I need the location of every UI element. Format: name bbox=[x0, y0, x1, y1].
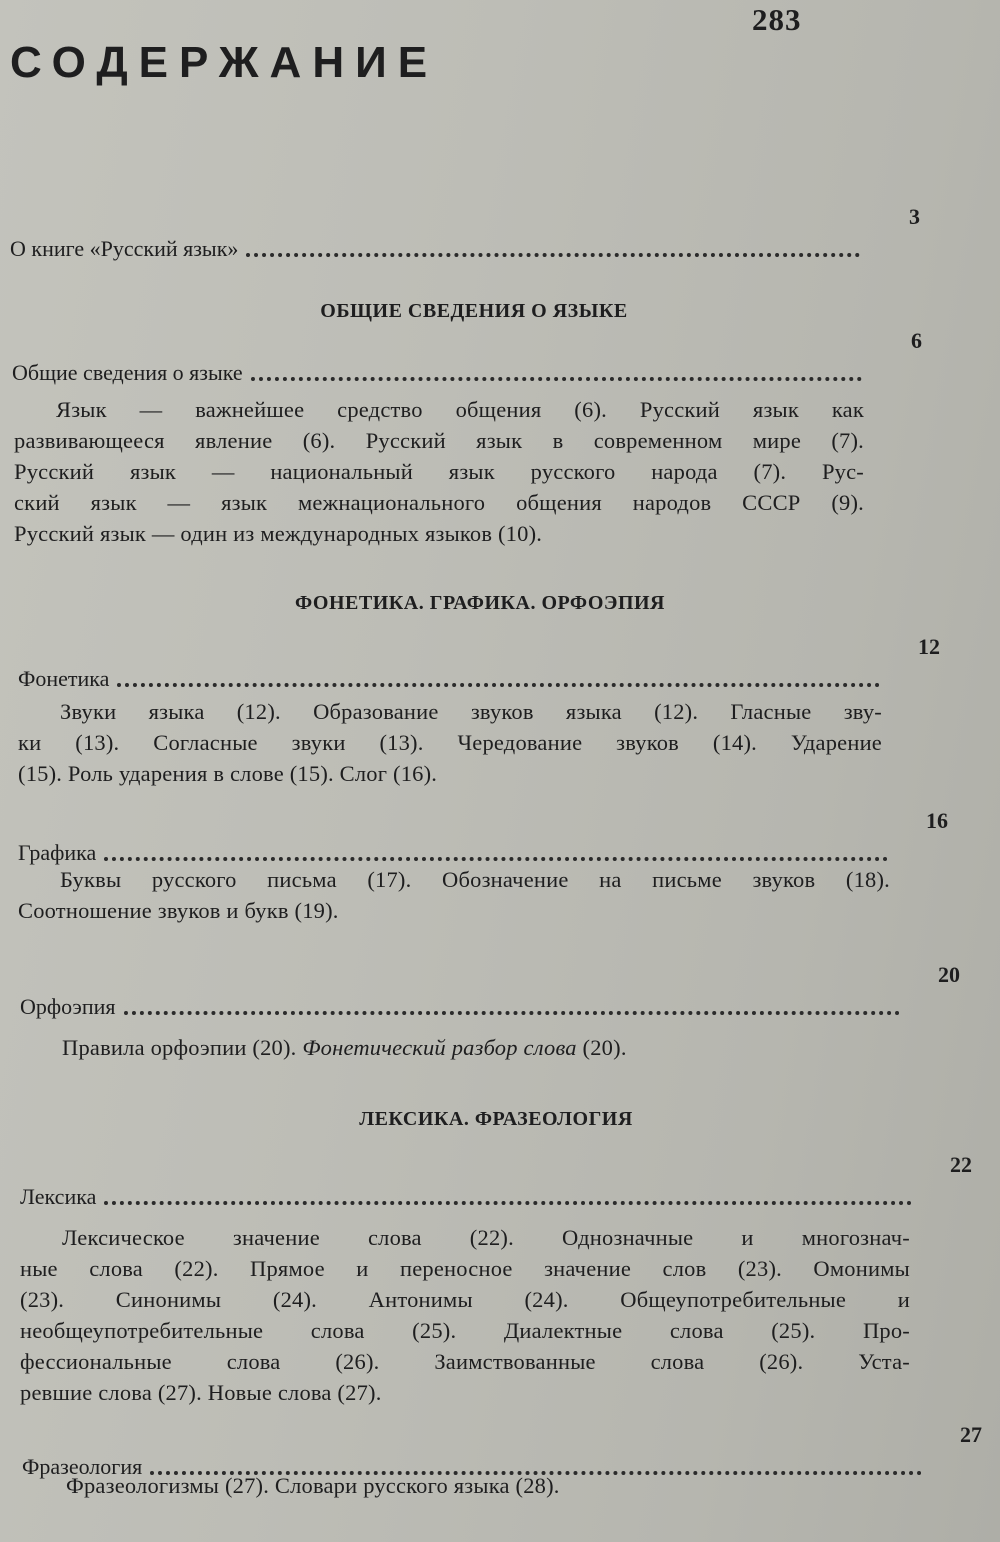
dot-leaders bbox=[246, 252, 860, 257]
description-line: Правила орфоэпии (20). Фонетический разбор слова (20). bbox=[62, 1035, 627, 1060]
section-title-lexicon: ЛЕКСИКА. ФРАЗЕОЛОГИЯ bbox=[359, 1108, 633, 1130]
toc-entry-description bbox=[18, 864, 890, 926]
dot-leaders bbox=[104, 856, 888, 861]
toc-entry-page: 3 bbox=[909, 204, 920, 229]
toc-entry-page: 12 bbox=[918, 634, 940, 659]
toc-entry-page: 20 bbox=[938, 962, 960, 987]
dot-leaders bbox=[251, 376, 862, 381]
dot-leaders bbox=[117, 682, 880, 687]
description-line: Буквы русского письма (17). Обозначение на письме звуков (18). bbox=[60, 867, 890, 892]
description-line: Фразеологизмы (27). Словари русского языка (28). bbox=[66, 1473, 560, 1498]
italic-text: Фонетический разбор слова bbox=[302, 1035, 577, 1060]
description-line: Русский язык — национальный язык русского народа (7). Рус- bbox=[14, 459, 864, 484]
dot-leaders bbox=[124, 1010, 900, 1015]
description-line: Соотношение звуков и букв (19). bbox=[18, 898, 339, 923]
toc-entry-description bbox=[18, 696, 882, 789]
toc-entry-description bbox=[14, 394, 864, 549]
toc-entry-page: 16 bbox=[926, 808, 948, 833]
description-line: Язык — важнейшее средство общения (6). Русский язык как bbox=[56, 397, 864, 422]
toc-entry-page: 27 bbox=[960, 1422, 982, 1447]
description-line: необщеупотребительные слова (25). Диалектные слова (25). Про- bbox=[20, 1318, 910, 1343]
section-title-general: ОБЩИЕ СВЕДЕНИЯ О ЯЗЫКЕ bbox=[320, 300, 628, 322]
toc-entry-title: О книге «Русский язык» bbox=[10, 236, 239, 261]
description-line: ский язык — язык межнационального общения народов СССР (9). bbox=[14, 490, 864, 515]
toc-entry-page: 22 bbox=[950, 1152, 972, 1177]
toc-entry-description bbox=[24, 1470, 924, 1501]
description-line: развивающееся явление (6). Русский язык в современном мире (7). bbox=[14, 428, 864, 453]
toc-entry-intro bbox=[10, 204, 920, 262]
dot-leaders bbox=[104, 1200, 912, 1205]
toc-entry-title: Графика bbox=[18, 840, 97, 865]
toc-entry-title: Лексика bbox=[20, 1184, 97, 1209]
toc-entry-orthoepy bbox=[20, 962, 960, 1020]
toc-entry-description bbox=[20, 1032, 900, 1063]
toc-entry-phonetics bbox=[18, 634, 940, 692]
description-line: Русский язык — один из международных языков (10). bbox=[14, 521, 543, 546]
toc-entry-general bbox=[12, 328, 922, 386]
description-line: Звуки языка (12). Образование звуков языка (12). Гласные зву- bbox=[60, 699, 882, 724]
description-line: ки (13). Согласные звуки (13). Чередование звуков (14). Ударение bbox=[18, 730, 882, 755]
contents-heading: СОДЕРЖАНИЕ bbox=[10, 38, 439, 87]
description-line: Лексическое значение слова (22). Однозначные и многознач- bbox=[62, 1225, 910, 1250]
toc-entry-page: 6 bbox=[911, 328, 922, 353]
toc-entry-description bbox=[20, 1222, 910, 1408]
page-number: 283 bbox=[752, 2, 802, 37]
toc-entry-title: Общие сведения о языке bbox=[12, 360, 243, 385]
toc-entry-title: Фонетика bbox=[18, 666, 110, 691]
description-line: (23). Синонимы (24). Антонимы (24). Общеупотребительные и bbox=[20, 1287, 910, 1312]
description-line: ные слова (22). Прямое и переносное значение слов (23). Омонимы bbox=[20, 1256, 910, 1281]
description-line: фессиональные слова (26). Заимствованные слова (26). Уста- bbox=[20, 1349, 910, 1374]
section-title-phonetics: ФОНЕТИКА. ГРАФИКА. ОРФОЭПИЯ bbox=[295, 592, 665, 614]
toc-entry-title: Орфоэпия bbox=[20, 994, 116, 1019]
description-line: (15). Роль ударения в слове (15). Слог (16). bbox=[18, 761, 438, 786]
toc-entry-title: Фразеология bbox=[22, 1454, 143, 1479]
description-line: ревшие слова (27). Новые слова (27). bbox=[20, 1380, 382, 1405]
toc-entry-graphics bbox=[18, 808, 948, 866]
toc-entry-lexicon bbox=[20, 1152, 972, 1210]
